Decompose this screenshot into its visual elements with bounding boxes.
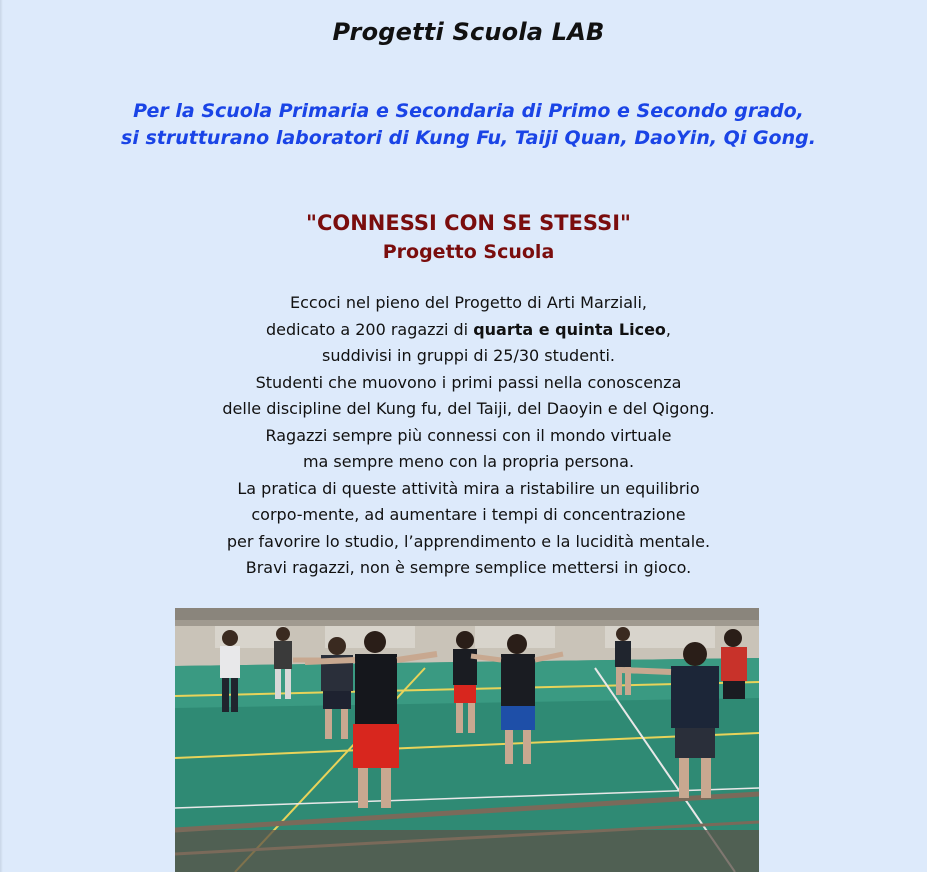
project-heading: "CONNESSI CON SE STESSI" xyxy=(306,211,631,235)
description-line: Studenti che muovono i primi passi nella conoscenza xyxy=(255,372,682,392)
description-line: La pratica di queste attività mira a ristabilire un equilibrio xyxy=(237,478,700,498)
description-line: Bravi ragazzi, non è sempre semplice mettersi in gioco. xyxy=(245,558,692,577)
intro-line: si strutturano laboratori di Kung Fu, Taiji Quan, DaoYin, Qi Gong. xyxy=(121,127,816,149)
description-line xyxy=(0,317,927,344)
description-text: dedicato a 200 ragazzi di xyxy=(265,319,474,339)
gym-photo-illustration xyxy=(175,608,759,872)
description-line: Ragazzi sempre più connessi con il mondo virtuale xyxy=(265,425,672,445)
description-line: per favorire lo studio, l’apprendimento e la lucidità mentale. xyxy=(226,531,711,551)
intro-line: Per la Scuola Primaria e Secondaria di Primo e Secondo grado, xyxy=(133,100,804,122)
description-line: delle discipline del Kung fu, del Taiji, del Daoyin e del Qigong. xyxy=(222,399,715,418)
description-bold-text: quarta e quinta Liceo xyxy=(473,319,666,339)
project-description xyxy=(0,290,927,582)
project-subheading: Progetto Scuola xyxy=(382,241,555,263)
description-line: suddivisi in gruppi di 25/30 studenti. xyxy=(322,346,615,365)
description-line: corpo-mente, ad aumentare i tempi di concentrazione xyxy=(251,505,686,524)
description-line: ma sempre meno con la propria persona. xyxy=(302,452,635,471)
intro-text xyxy=(0,98,927,152)
page-title: Progetti Scuola LAB xyxy=(332,18,605,46)
description-line: Eccoci nel pieno del Progetto di Arti Marziali, xyxy=(290,293,647,312)
description-text: , xyxy=(665,319,672,339)
class-photo xyxy=(175,608,759,872)
